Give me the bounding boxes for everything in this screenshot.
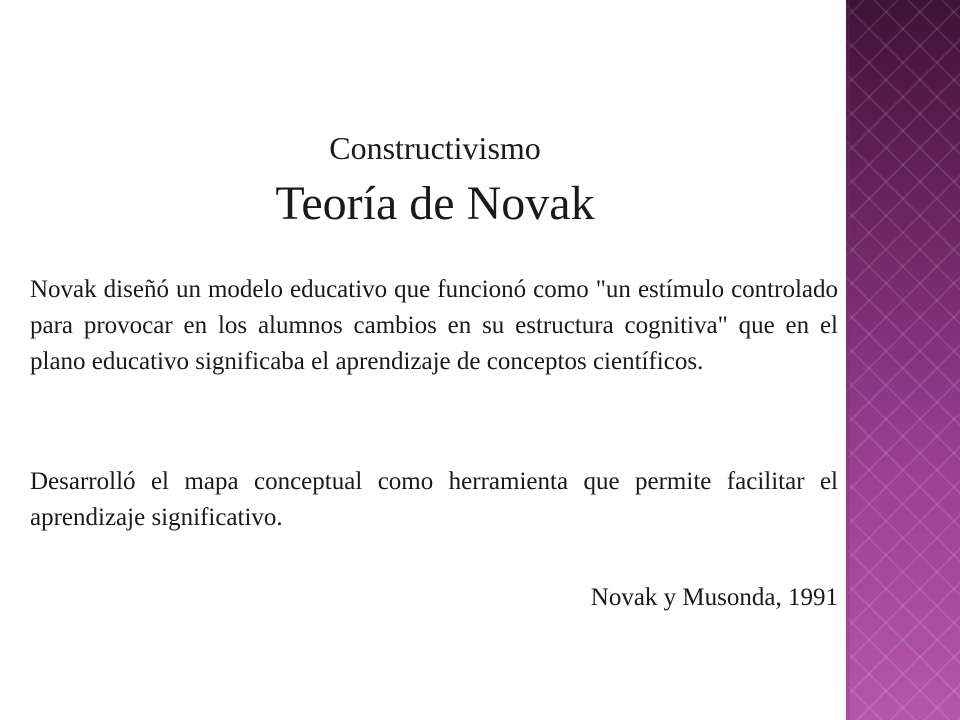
- decorative-side-band: [846, 0, 960, 720]
- citation: Novak y Musonda, 1991: [590, 584, 838, 611]
- slide-subtitle: Constructivismo: [329, 130, 541, 166]
- paragraph-model: Novak diseñó un modelo educativo que funcionó como "un estímulo controlado para provocar en los alumnos cambios en su estructura cognitiva" que en el plano educativo significaba el aprendizaje de conceptos científicos.: [30, 276, 838, 375]
- paragraph-concept-map: Desarrolló el mapa conceptual como herramienta que permite facilitar el aprendizaje significativo.: [30, 468, 838, 531]
- slide-title: Teoría de Novak: [275, 177, 595, 230]
- side-band-edge: [846, 0, 850, 720]
